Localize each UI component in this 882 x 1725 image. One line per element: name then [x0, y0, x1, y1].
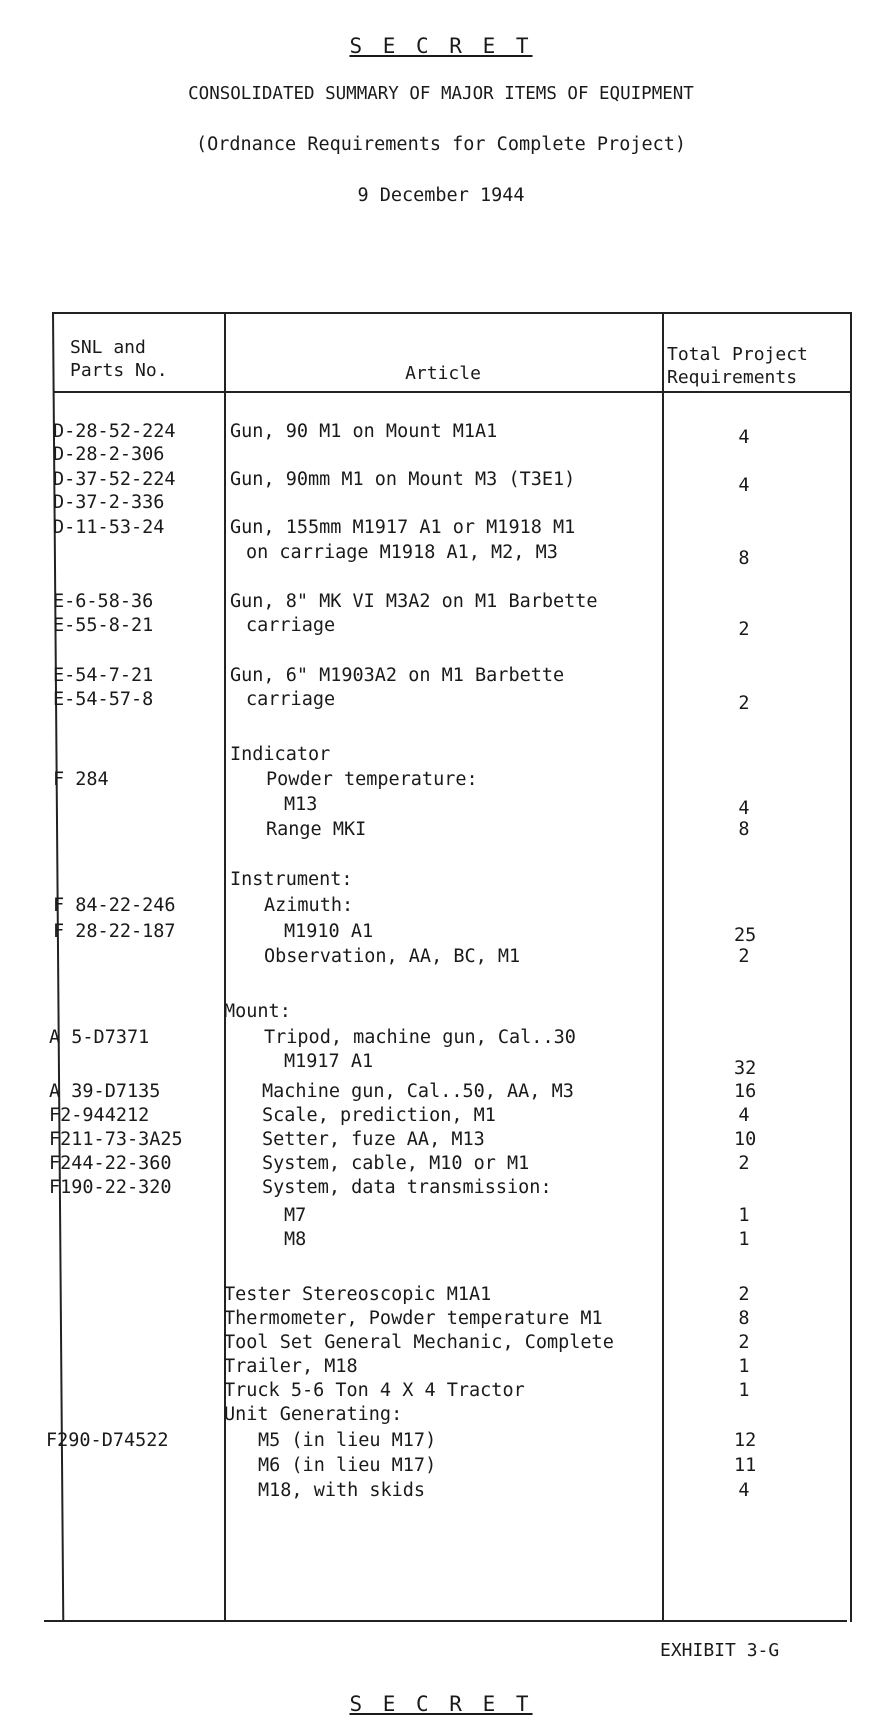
article-cell: M13 [284, 794, 318, 815]
header-snl-line2: Parts No. [70, 360, 168, 381]
article-cell: Gun, 90 M1 on Mount M1A1 [230, 421, 498, 442]
article-cell: Truck 5-6 Ton 4 X 4 Tractor [224, 1380, 525, 1401]
snl-cell: F190-22-320 [49, 1177, 172, 1198]
snl-cell: F 284 [53, 769, 109, 790]
article-cell: Scale, prediction, M1 [262, 1105, 496, 1126]
qty-cell: 2 [738, 1153, 750, 1174]
header-total-requirements [667, 343, 808, 389]
qty-cell: 2 [738, 693, 750, 714]
header-total-line1: Total Project [667, 344, 808, 365]
article-cell: M5 (in lieu M17) [258, 1430, 437, 1451]
qty-cell: 4 [738, 1105, 750, 1126]
qty-cell: 2 [738, 619, 750, 640]
qty-cell: 4 [738, 1480, 750, 1501]
exhibit-label: EXHIBIT 3-G [660, 1640, 780, 1661]
qty-cell: 4 [738, 475, 750, 496]
article-cell: Gun, 6" M1903A2 on M1 Barbette [230, 665, 565, 686]
qty-cell: 4 [738, 798, 750, 819]
snl-cell: D-28-52-224 [53, 421, 176, 442]
article-cell: Instrument: [230, 869, 353, 890]
qty-cell: 2 [738, 1284, 750, 1305]
snl-cell: E-54-57-8 [53, 689, 154, 710]
qty-cell: 8 [738, 1308, 750, 1329]
article-cell: M18, with skids [258, 1480, 426, 1501]
header-total-line2: Requirements [667, 367, 798, 388]
article-cell: M8 [284, 1229, 307, 1250]
article-cell: Indicator [230, 744, 331, 765]
classification-top: S E C R E T [349, 34, 533, 58]
qty-cell: 12 [734, 1430, 757, 1451]
snl-cell: F290-D74522 [46, 1430, 169, 1451]
snl-cell: F2-944212 [49, 1105, 150, 1126]
qty-cell: 25 [734, 925, 757, 946]
article-cell: System, cable, M10 or M1 [262, 1153, 530, 1174]
snl-cell: F 84-22-246 [53, 895, 176, 916]
document-title: CONSOLIDATED SUMMARY OF MAJOR ITEMS OF EQUIPMENT [188, 84, 694, 104]
article-cell: Observation, AA, BC, M1 [264, 946, 521, 967]
qty-cell: 16 [734, 1081, 757, 1102]
qty-cell: 4 [738, 427, 750, 448]
table-right-border [850, 312, 852, 1622]
table-bottom-rule [44, 1620, 847, 1622]
snl-cell: A 39-D7135 [49, 1081, 161, 1102]
article-cell: System, data transmission: [262, 1177, 552, 1198]
qty-cell: 2 [738, 946, 750, 967]
article-cell: Tripod, machine gun, Cal..30 [264, 1027, 576, 1048]
article-cell: Azimuth: [264, 895, 354, 916]
column-divider-article-total [662, 312, 664, 1622]
snl-cell: D-11-53-24 [53, 517, 165, 538]
snl-cell: E-54-7-21 [53, 665, 154, 686]
article-cell: M6 (in lieu M17) [258, 1455, 437, 1476]
classification-bottom: S E C R E T [349, 1692, 533, 1716]
article-cell: Mount: [224, 1001, 291, 1022]
header-snl-parts-no [70, 336, 168, 382]
header-snl-line1: SNL and [70, 337, 146, 358]
qty-cell: 1 [738, 1205, 750, 1226]
article-cell: Tester Stereoscopic M1A1 [224, 1284, 492, 1305]
article-cell: carriage [246, 615, 336, 636]
qty-cell: 2 [738, 1332, 750, 1353]
snl-cell: F211-73-3A25 [49, 1129, 183, 1150]
article-cell: Thermometer, Powder temperature M1 [224, 1308, 603, 1329]
article-cell: carriage [246, 689, 336, 710]
qty-cell: 8 [738, 819, 750, 840]
header-rule [54, 391, 851, 393]
article-cell: Gun, 155mm M1917 A1 or M1918 M1 [230, 517, 576, 538]
qty-cell: 8 [738, 548, 750, 569]
article-cell: Gun, 8" MK VI M3A2 on M1 Barbette [230, 591, 598, 612]
qty-cell: 1 [738, 1229, 750, 1250]
snl-cell: D-37-52-224 [53, 469, 176, 490]
article-cell: Gun, 90mm M1 on Mount M3 (T3E1) [230, 469, 576, 490]
article-cell: Tool Set General Mechanic, Complete [224, 1332, 614, 1353]
table-top-rule [54, 312, 851, 314]
header-article: Article [405, 363, 481, 384]
snl-cell: D-28-2-306 [53, 444, 165, 465]
article-cell: M1917 A1 [284, 1051, 374, 1072]
qty-cell: 11 [734, 1455, 757, 1476]
snl-cell: D-37-2-336 [53, 492, 165, 513]
article-cell: Trailer, M18 [224, 1356, 358, 1377]
document-date: 9 December 1944 [357, 185, 525, 206]
document-subtitle: (Ordnance Requirements for Complete Project) [195, 134, 687, 155]
snl-cell: F244-22-360 [49, 1153, 172, 1174]
article-cell: Machine gun, Cal..50, AA, M3 [262, 1081, 574, 1102]
snl-cell: F 28-22-187 [53, 921, 176, 942]
qty-cell: 1 [738, 1356, 750, 1377]
qty-cell: 1 [738, 1380, 750, 1401]
article-cell: M7 [284, 1205, 307, 1226]
snl-cell: E-55-8-21 [53, 615, 154, 636]
article-cell: on carriage M1918 A1, M2, M3 [246, 542, 558, 563]
article-cell: Powder temperature: [266, 769, 478, 790]
snl-cell: E-6-58-36 [53, 591, 154, 612]
qty-cell: 32 [734, 1058, 757, 1079]
snl-cell: A 5-D7371 [49, 1027, 150, 1048]
article-cell: Setter, fuze AA, M13 [262, 1129, 485, 1150]
article-cell: Range MKI [266, 819, 367, 840]
article-cell: M1910 A1 [284, 921, 374, 942]
article-cell: Unit Generating: [224, 1404, 403, 1425]
qty-cell: 10 [734, 1129, 757, 1150]
